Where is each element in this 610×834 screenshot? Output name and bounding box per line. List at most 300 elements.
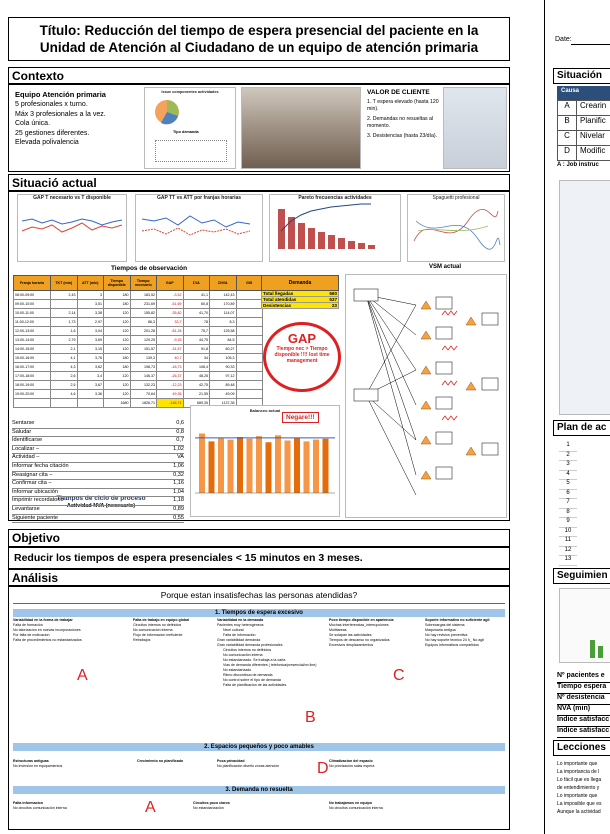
obs-cell: 4,1 [51,354,78,363]
right-panel [544,0,610,834]
cause-item: Circuitos internos no definidos [223,648,272,652]
obs-cell: 41,70 [183,309,210,318]
demanda-box: Demanda Total llegadas 560 Total atendidas 537 Desistencias 23 [261,275,339,309]
obs-cell: 114,07 [210,309,237,318]
obs-cell: 2,5 [51,381,78,390]
cause-column-title: Variabilidad en la demanda [217,618,264,622]
cause-item: Ritmo discontinuo de demanda [223,673,273,677]
analisis-question: Porque estan insatisfechas las personas atendidas? [160,590,358,600]
obs-row [14,300,263,309]
obs-cell: 183,52 [130,291,157,300]
date-line [571,44,610,45]
chart-gap-t: GAP T necesario vs T disponible [17,194,127,262]
cause-item: Se solapan las actividades [329,633,372,637]
cause-item: Gran variabilidad demanda profesionales [217,643,283,647]
cycle-activity: Confirmar cita – [12,480,52,487]
balanceo-bar [237,437,243,493]
obs-cell [236,291,263,300]
cause-column [217,759,327,769]
cause-column-title: No trabajamos en equipo [329,801,372,805]
negare-label: Negare!!! [282,412,319,423]
obs-cell [236,381,263,390]
patient-photo [443,87,507,169]
obs-cell [236,363,263,372]
obs-cell: 3,67 [77,381,104,390]
obs-cell: 60,27 [210,345,237,354]
cycle-value: 1,04 [173,488,184,495]
obs-cell: -31,57 [157,345,184,354]
cause-column-title: Climatizacion del espacio [329,759,373,763]
cause-column [425,618,505,648]
analisis-header: Análisis [8,569,510,586]
obs-cell: 70,64 [130,390,157,399]
branch2-band: 2. Espacios pequeños y poco amables [13,743,505,751]
obs-cell: 170,89 [210,300,237,309]
plan-header: Plan de ac [553,420,610,436]
cause-column-title: Soporte informativo no suficiente agil [425,618,490,622]
cause-item: No estandarizado. Se trabaja a la carta [223,658,286,662]
cause-item: Excesivos desplazamientos [329,643,374,647]
obs-cell: 180 [104,300,131,309]
cause-item: No circuitos comunicación interna [329,806,383,810]
gap-line-chart [18,201,126,255]
objetivo-text: Reducir los tiempos de espera presenciales < 15 minutos en 3 meses. [14,552,363,564]
obs-cell: 8,3 [210,318,237,327]
cycle-activity: Informar fecha citación [12,462,69,469]
obs-cell: -35,82 [157,309,184,318]
branch1-band: 1. Tiempos de espera excesivo [13,609,505,617]
cause-column-title: Crecimiento no planificado [137,759,184,763]
obs-cell: 120 [104,309,131,318]
obs-cell: 17:00-18:00 [14,372,51,381]
cause-letter-b: B [305,709,316,726]
obs-row [14,345,263,354]
cycle-activity: Informar ubicación [12,488,59,495]
cause-item: Retrabajos [133,638,151,642]
cause-item: Multitareas [329,628,347,632]
obs-cell: 120 [104,327,131,336]
obs-cell [236,327,263,336]
balanceo-title: Balanceo actual [249,408,281,413]
pareto-chart [270,201,400,255]
balanceo-bar [275,435,281,493]
obs-cell: -146,71 [157,399,184,408]
obs-cell: 1826,71 [130,399,157,408]
obs-cell: 3,51 [77,300,104,309]
cause-item: Muchas interferencias_interrupciones [329,623,389,627]
vsm-title: VSM actual [429,264,462,270]
causa-row: A Crearin [557,100,610,116]
balanceo-bars [191,413,339,513]
cause-column-title: Variabilidad en la forma de trabajar [13,618,73,622]
cycle-value: 0,32 [173,471,184,478]
obs-cell: 48,25 [183,372,210,381]
obs-cell: 16:00-17:00 [14,363,51,372]
cycle-value: 0,8 [176,428,184,435]
obs-row [14,291,263,300]
balanceo-bar [256,436,262,493]
cycle-value: 1,16 [173,480,184,487]
objetivo-header: Objetivo [8,529,510,547]
obs-cell: 4,6 [51,390,78,399]
obs-cell: 3,36 [77,390,104,399]
cause-item: Falta de formación [13,623,43,627]
cycle-value: 1,18 [173,497,184,504]
cycle-title: Tiempos de ciclo de proceso [56,495,146,502]
obs-cell: 105,3 [210,354,237,363]
job-thumbnail [559,180,610,415]
cycle-value: 1,06 [173,462,184,469]
obs-cell: 120 [104,390,131,399]
cycle-row [12,429,184,438]
observation-table: Franja horaria TKT (min) ATT (min) Tiempo disponible Tiempo necesario GAP ΣVA ΣNVA GIS 08:00-09:00 2,43 3 180 183,52 -3,52 41,1 142,43 09:00-10:00 3,51 180 231,69 -51,69 60,8 170,89 10:00-11:00 2,14 3,38 120 155,82 -35,82 41,70 114,07 11:00-12:00 1,73 2,97 120 86,3 33,7 78 8,3 12:00-13:00 1,6 3,04 120 201,28 -81,28 75,7 125,58 13:00-14:00 2,79 3,69 120 129,25 -9,25 44,75 84,5 14:00-15:00 2,1 3,15 120 151,57 -31,57 91,8 60,27 15:00-16:00 4,1 3,76 180 139,3 40,7 34 105,3 16:00-17:00 4,3 3,62 180 198,73 -18,73 108,4 90,33 17:00-18:00 2,6 3,4 120 146,37 -26,37 48,25 97,12 18:00-19:00 2,5 3,67 120 132,23 -12,23 42,75 89,48 19:00-20:00 4,6 3,36 120 70,64 49,36 21,55 49,09 1680 1826,71 -146,71 689,35 1137,36 [13,275,263,408]
plan-numbers: 1 2 3 4 5 6 7 8 9 10 11 12 13 [559,442,610,566]
obs-cell: 60,8 [183,300,210,309]
obs-cell: 3,38 [77,309,104,318]
obs-cell [236,309,263,318]
obs-row [14,363,263,372]
cause-letter-d: D [317,760,329,777]
obs-cell: 40,7 [157,354,184,363]
gap-callout: GAP Tiempo nec > Tiempo disponible !!!! lost time management [263,322,341,392]
obs-cell: -12,23 [157,381,184,390]
cause-item: No planificación diseño zonas atención [217,764,280,768]
team-lines: 5 profesionales x turno. Máx 3 profesionales a la vez. Cola única. 25 gestiones diferentes. Elevada polivalencia [15,101,106,146]
seguimiento-header: Seguimien [553,568,610,584]
cycle-value: 0,55 [173,514,184,521]
obs-cell [51,399,78,408]
balanceo-bar [323,439,329,493]
obs-cell: 151,57 [130,345,157,354]
balanceo-bar [285,441,291,494]
pie-thumbnail: Issue componentes actividades Tipo demanda [144,87,236,169]
obs-cell [51,300,78,309]
cycle-row [12,437,184,446]
cause-item: No estandarización [193,806,224,810]
obs-cell: 91,8 [183,345,210,354]
cycle-activity: Imprimir recordatorio – [12,497,69,504]
cause-item: Falta de información [223,633,256,637]
obs-cell: 33,7 [157,318,184,327]
obs-cell: 1680 [104,399,131,408]
obs-row [14,372,263,381]
page-title: Título: Reducción del tiempo de espera presencial del paciente en la Unidad de Atención al Ciudadano de un equipo de atención primaria [39,23,479,55]
cycle-value: 0,6 [176,420,184,426]
obs-cell: 10:00-11:00 [14,309,51,318]
cycle-value: 0,7 [176,437,184,444]
branch2-columns [13,759,505,781]
contexto-header: Contexto [8,67,510,84]
obs-cell [236,372,263,381]
cycle-row [12,480,184,489]
causa-label: Causa [557,86,610,100]
cycle-row [12,420,184,429]
cause-item: No comunicación interna [133,628,173,632]
cycle-row [12,446,184,455]
cause-column-title: Estructuras antiguas [13,759,49,763]
obs-cell: 12:00-13:00 [14,327,51,336]
cause-item: Vias de demanda diferentes ( telefonica/presencial/on line) [223,663,317,667]
cause-item: Pacientes muy heterogéneos [217,623,264,627]
objetivo-body [8,547,510,569]
obs-cell: 84,5 [210,336,237,345]
obs-cell: 180 [104,291,131,300]
cycle-activity: Localizar – [12,445,40,452]
obs-cell: 180 [104,363,131,372]
cause-letter-c: C [393,667,405,684]
obs-cell: 2,43 [51,291,78,300]
obs-cell: 2,1 [51,345,78,354]
cause-letter-a2: A [145,799,156,816]
obs-cell: 120 [104,336,131,345]
obs-cell [236,354,263,363]
lecciones-header: Lecciones [553,740,610,756]
balanceo-bar [247,439,253,493]
cause-column [329,618,423,648]
obs-cell: 49,36 [157,390,184,399]
balanceo-bar [209,441,215,493]
balanceo-bar [199,434,205,494]
obs-cell: 08:00-09:00 [14,291,51,300]
cause-item: No hay soporte tecnico 24 h_ No agil [425,638,484,642]
obs-cell: 19:00-20:00 [14,390,51,399]
obs-cell: 180 [104,354,131,363]
obs-cell: 41,1 [183,291,210,300]
cause-item: No talorizacion en nuevas incorporaciones [13,628,81,632]
cycle-activity: Identificarse [12,437,43,444]
cause-column [329,759,505,769]
obs-cell: 2,6 [51,372,78,381]
cause-item: Nivel cultural [223,628,244,632]
obs-cell: 142,43 [210,291,237,300]
obs-cell: 78 [183,318,210,327]
cycle-row [12,515,184,524]
obs-cell: 86,3 [130,318,157,327]
obs-cell: -51,69 [157,300,184,309]
obs-cell: 3,04 [77,327,104,336]
causa-row: B Planific [557,116,610,131]
obs-row [14,318,263,327]
question-rule [13,603,505,604]
balanceo-bar [294,438,300,493]
cause-item: No inversión en equipamientos [13,764,63,768]
cycle-activity: Saludar [12,428,32,435]
obs-cell: 4,3 [51,363,78,372]
obs-cell [14,399,51,408]
obs-cell: 13:00-14:00 [14,336,51,345]
obs-cell: 3,76 [77,354,104,363]
obs-cell: 3 [77,291,104,300]
contexto-body [8,84,510,172]
causa-table [557,86,610,168]
chart-pareto: Pareto frecuencias actividades [269,194,401,262]
obs-cell: -9,25 [157,336,184,345]
balanceo-bar [218,438,224,493]
obs-cell: 120 [104,318,131,327]
cause-item: No circuitos comunicación interna [13,806,67,810]
obs-cell: 09:00-10:00 [14,300,51,309]
causa-row: C Nivelar [557,131,610,146]
cause-column [133,618,215,643]
cause-column [13,618,131,643]
cause-column-title: Circuitos poco claros [193,801,230,805]
cause-column [193,801,327,811]
cycle-subtitle: Actividad NVA (necesario) [66,503,136,509]
obs-cell: 139,3 [130,354,157,363]
obs-cell [236,390,263,399]
obs-cell: 2,97 [77,318,104,327]
cause-column [13,801,191,811]
obs-cell: 18:00-19:00 [14,381,51,390]
obs-row [14,390,263,399]
cycle-value: 1,02 [173,445,184,452]
obs-cell: 11:00-12:00 [14,318,51,327]
cause-column [329,801,505,811]
obs-cell [236,318,263,327]
branch3-band: 3. Demanda no resuelta [13,786,505,794]
balanceo-bar [313,440,319,493]
cycle-row [12,506,184,515]
obs-cell: -81,28 [157,327,184,336]
obs-cell: 3,69 [77,336,104,345]
obs-cell: 97,12 [210,372,237,381]
obs-cell: 15:00-16:00 [14,354,51,363]
obs-cell: 3,4 [77,372,104,381]
vsm-diagram [345,274,507,518]
cause-item: Tiempos de descanso no organizados [329,638,390,642]
lecciones-list: Lo importante que La importancia de l Lo fácil que es llega de entendimiento y Lo importante que La imposible que es Aunque la actividad [557,761,602,815]
chart-gap-tt: GAP TT vs ATT por franjas horarias [135,194,263,262]
obs-row [14,327,263,336]
obs-cell: 42,75 [183,381,210,390]
date-label: Date: [555,36,572,43]
cycle-row [12,463,184,472]
demand-icons [155,140,227,162]
obs-cell: -3,52 [157,291,184,300]
cause-item: Flujo de informacion ineficiente [133,633,183,637]
obs-cell: 108,4 [183,363,210,372]
title-box [8,17,510,61]
obs-cell: 120 [104,381,131,390]
cycle-value: 0,89 [173,505,184,512]
cycle-activity: Actividad – [12,454,40,461]
cycle-row [12,497,184,506]
cause-item: Circuitos internos no definidos [133,623,182,627]
obs-cell: 3,62 [77,363,104,372]
spaguetti-lines [408,201,504,257]
cycle-activity: Levantarse [12,505,40,512]
obs-row [14,309,263,318]
obs-cell: 90,33 [210,363,237,372]
situacio-header: Situació actual [8,174,510,191]
obs-cell [77,399,104,408]
metric-rows: Nº pacientes e Tiempo espera Nº desistencia NVA (min) Indice satisfacc Indice satisfacc [557,672,610,738]
obs-cell: 2,79 [51,336,78,345]
job-instruction: A : Job instruc [557,162,599,168]
obs-cell: 44,75 [183,336,210,345]
team-title: Equipo Atención primaria [15,90,106,99]
cause-item: No estandarizado [223,668,252,672]
cause-item: No priorización salas espera [329,764,375,768]
obs-cell: 1137,36 [210,399,237,408]
obs-cell: 231,69 [130,300,157,309]
cause-column-title: Falta de trabajo en equipo global [133,618,190,622]
gap-tt-chart [136,201,262,255]
cause-column-title: Poca privacidad [217,759,245,763]
cause-column [13,759,135,769]
cycle-activity: Sentarse [12,420,35,426]
obs-cell: 198,73 [130,363,157,372]
cycle-activity: Siguiente paciente [12,514,59,521]
cycle-row [12,454,184,463]
obs-cell: -18,73 [157,363,184,372]
obs-cell: 689,35 [183,399,210,408]
cause-item: Maquinaria antigua [425,628,456,632]
cause-letter-a: A [77,667,88,684]
obs-cell: 201,28 [130,327,157,336]
spaguetti-diagram: Spaguetti profesional [407,194,505,262]
obs-cell: 21,55 [183,390,210,399]
cycle-value: VA [176,454,184,461]
obs-cell: 34 [183,354,210,363]
cause-column-title: Falta informacion [13,801,43,805]
analisis-body [8,586,510,830]
cause-column [217,618,327,688]
obs-cell: 3,15 [77,345,104,354]
obs-cell: 89,48 [210,381,237,390]
cause-item: Gran variabilidad demanda [217,638,261,642]
branch3-columns [13,801,505,823]
waiting-room-photo [241,87,361,169]
cause-item: Sobrecargas del sistema [425,623,465,627]
pie-chart-icon [151,98,191,126]
cause-item: No control sobre el tipo de demanda [223,678,281,682]
cycle-row [12,489,184,498]
cause-column-title: Poco tiempo disponible en apariencia [329,618,394,622]
obs-cell: 155,82 [130,309,157,318]
cycle-activity: Reasignar cita – [12,471,53,478]
obs-cell: 2,14 [51,309,78,318]
cause-item: Falta de procedimientos no estandarizados [13,638,82,642]
obs-cell [236,300,263,309]
vsm-flow [346,275,506,517]
obs-title: Tiempos de observación [110,265,188,272]
obs-cell: 146,37 [130,372,157,381]
obs-cell: 1,6 [51,327,78,336]
balanceo-bar [266,442,272,493]
obs-row [14,336,263,345]
obs-cell [236,336,263,345]
obs-cell: 1,73 [51,318,78,327]
obs-row [14,381,263,390]
obs-cell: 125,58 [210,327,237,336]
cause-item: No comunicación interna [223,653,263,657]
cause-item: Equipos informáticos compartidos [425,643,479,647]
obs-row [14,354,263,363]
balanceo-bar [228,440,234,493]
obs-cell: 14:00-15:00 [14,345,51,354]
obs-cell: -26,37 [157,372,184,381]
cause-item: Por falta de motivacion [13,633,50,637]
cause-item: Falta de planificación de las actividades [223,683,287,687]
cause-column [137,759,215,764]
balanceo-bar [304,441,310,493]
obs-cell: 120 [104,372,131,381]
obs-cell: 75,7 [183,327,210,336]
cause-item: No hay revision preventiva [425,633,468,637]
obs-cell: 129,25 [130,336,157,345]
causa-row: D Modific [557,146,610,161]
